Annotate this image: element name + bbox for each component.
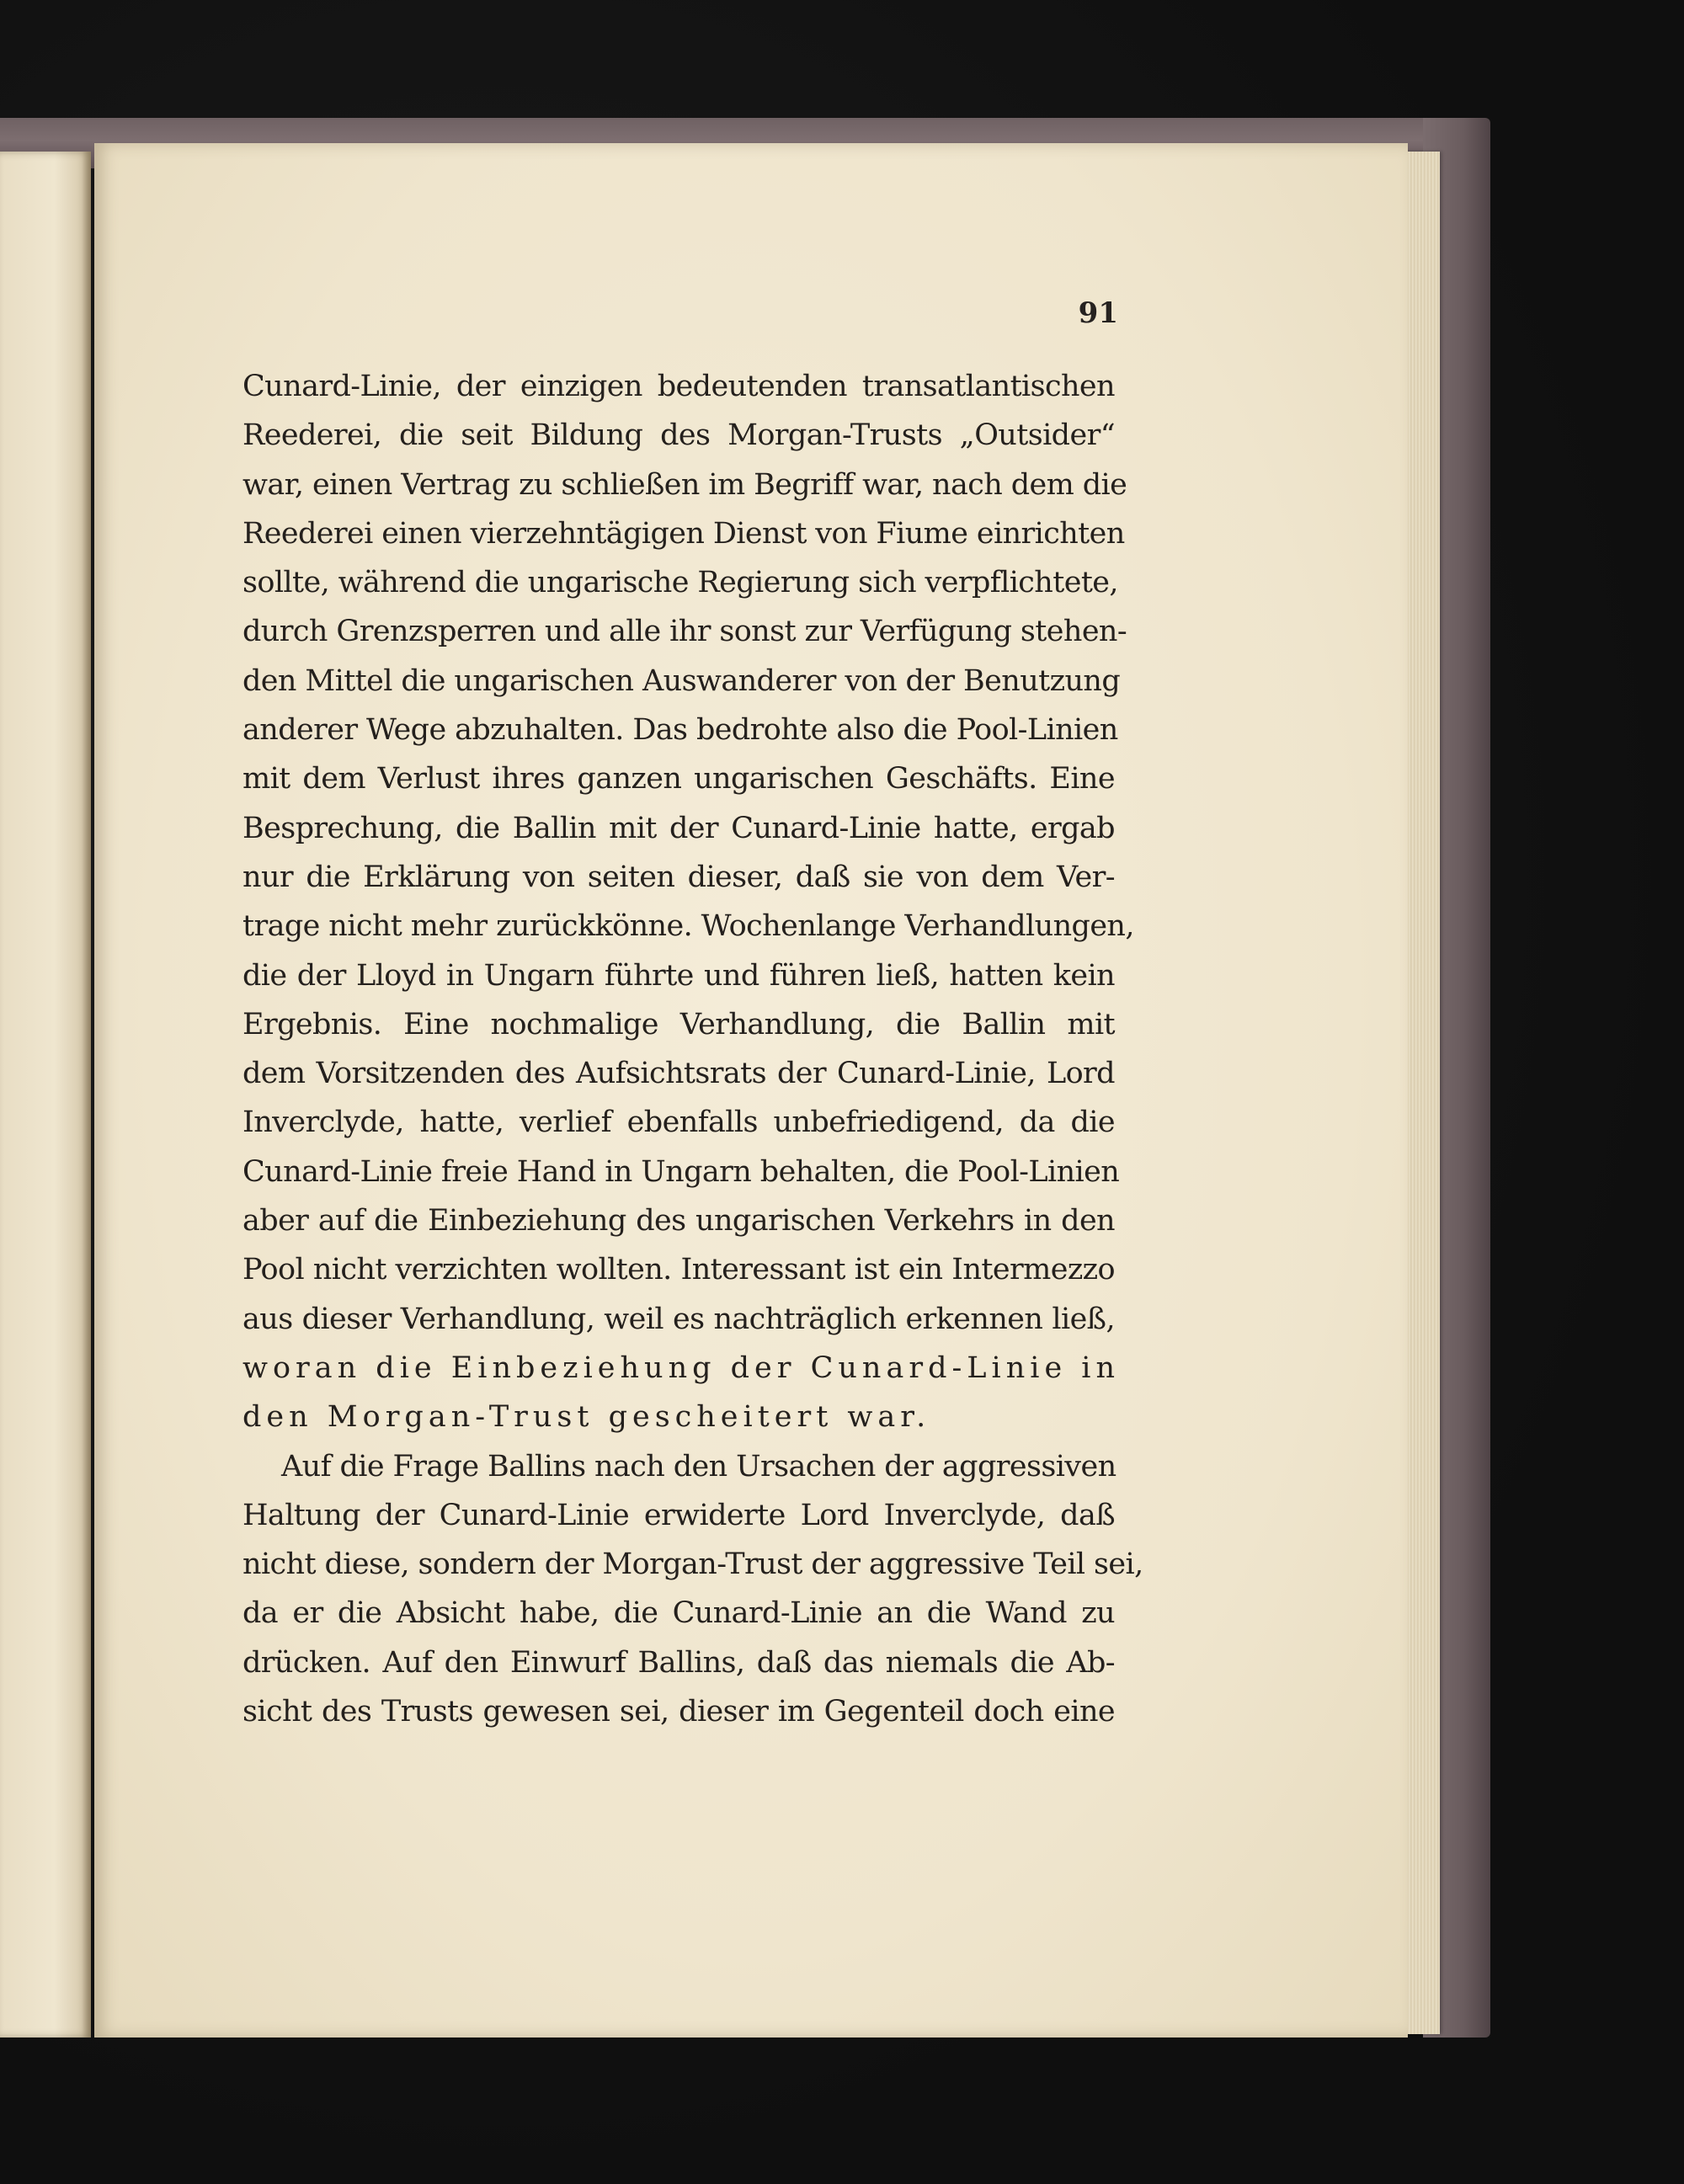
paragraph-start-line: Auf die Frage Ballins nach den Ursachen der aggressiven	[281, 1449, 1116, 1484]
text-line: Reederei einen vierzehntägigen Dienst von Fiume einrichten	[242, 516, 1125, 551]
text-line: Inverclyde, hatte, verlief ebenfalls unbefriedigend, da die	[242, 1105, 1115, 1140]
text-line: sollte, während die ungarische Regierung sich verpflichtete,	[242, 566, 1118, 600]
text-line: Reederei, die seit Bildung des Morgan-Trusts „Outsider“	[242, 418, 1115, 453]
text-line: sicht des Trusts gewesen sei, dieser im Gegenteil doch eine	[242, 1695, 1115, 1729]
text-line-emphasized: den Morgan-Trust gescheitert war.	[242, 1400, 931, 1435]
text-line: durch Grenzsperren und alle ihr sonst zur Verfügung stehen-	[242, 615, 1127, 649]
body-text	[242, 362, 1143, 1736]
text-line: nicht diese, sondern der Morgan-Trust der aggressive Teil sei,	[242, 1547, 1143, 1582]
text-line: die der Lloyd in Ungarn führte und führen ließ, hatten kein	[242, 958, 1115, 993]
text-line: trage nicht mehr zurückkönne. Wochenlange Verhandlungen,	[242, 909, 1134, 944]
text-line: dem Vorsitzenden des Aufsichtsrats der Cunard-Linie, Lord	[242, 1057, 1115, 1091]
text-line: anderer Wege abzuhalten. Das bedrohte also die Pool-Linien	[242, 713, 1118, 748]
text-line: Ergebnis. Eine nochmalige Verhandlung, die Ballin mit	[242, 1007, 1115, 1041]
text-line: nur die Erklärung von seiten dieser, daß sie von dem Ver-	[242, 860, 1115, 894]
text-line: da er die Absicht habe, die Cunard-Linie an die Wand zu	[242, 1596, 1115, 1631]
text-line: Besprechung, die Ballin mit der Cunard-Linie hatte, ergab	[242, 811, 1115, 845]
text-line: aus dieser Verhandlung, weil es nachträglich erkennen ließ,	[242, 1302, 1115, 1336]
text-line: Cunard-Linie freie Hand in Ungarn behalten, die Pool-Linien	[242, 1154, 1120, 1189]
text-line: war, einen Vertrag zu schließen im Begriff war, nach dem die	[242, 467, 1127, 502]
text-line: Pool nicht verzichten wollten. Interessant ist ein Intermezzo	[242, 1253, 1115, 1287]
text-line: den Mittel die ungarischen Auswanderer von der Benutzung	[242, 663, 1121, 698]
text-line: Haltung der Cunard-Linie erwiderte Lord Inverclyde, daß	[242, 1498, 1115, 1532]
page-block-edges	[1403, 152, 1440, 2034]
text-line: mit dem Verlust ihres ganzen ungarischen Geschäfts. Eine	[242, 762, 1115, 796]
text-line: aber auf die Einbeziehung des ungarischen Verkehrs in den	[242, 1204, 1115, 1238]
text-line: drücken. Auf den Einwurf Ballins, daß das niemals die Ab-	[242, 1645, 1115, 1680]
page-number: 91	[1078, 296, 1118, 330]
facing-page-edge	[0, 152, 91, 2038]
text-line: Cunard-Linie, der einzigen bedeutenden transatlantischen	[242, 370, 1115, 403]
text-line-emphasized: woran die Einbeziehung der Cunard-Linie in	[242, 1350, 1121, 1385]
